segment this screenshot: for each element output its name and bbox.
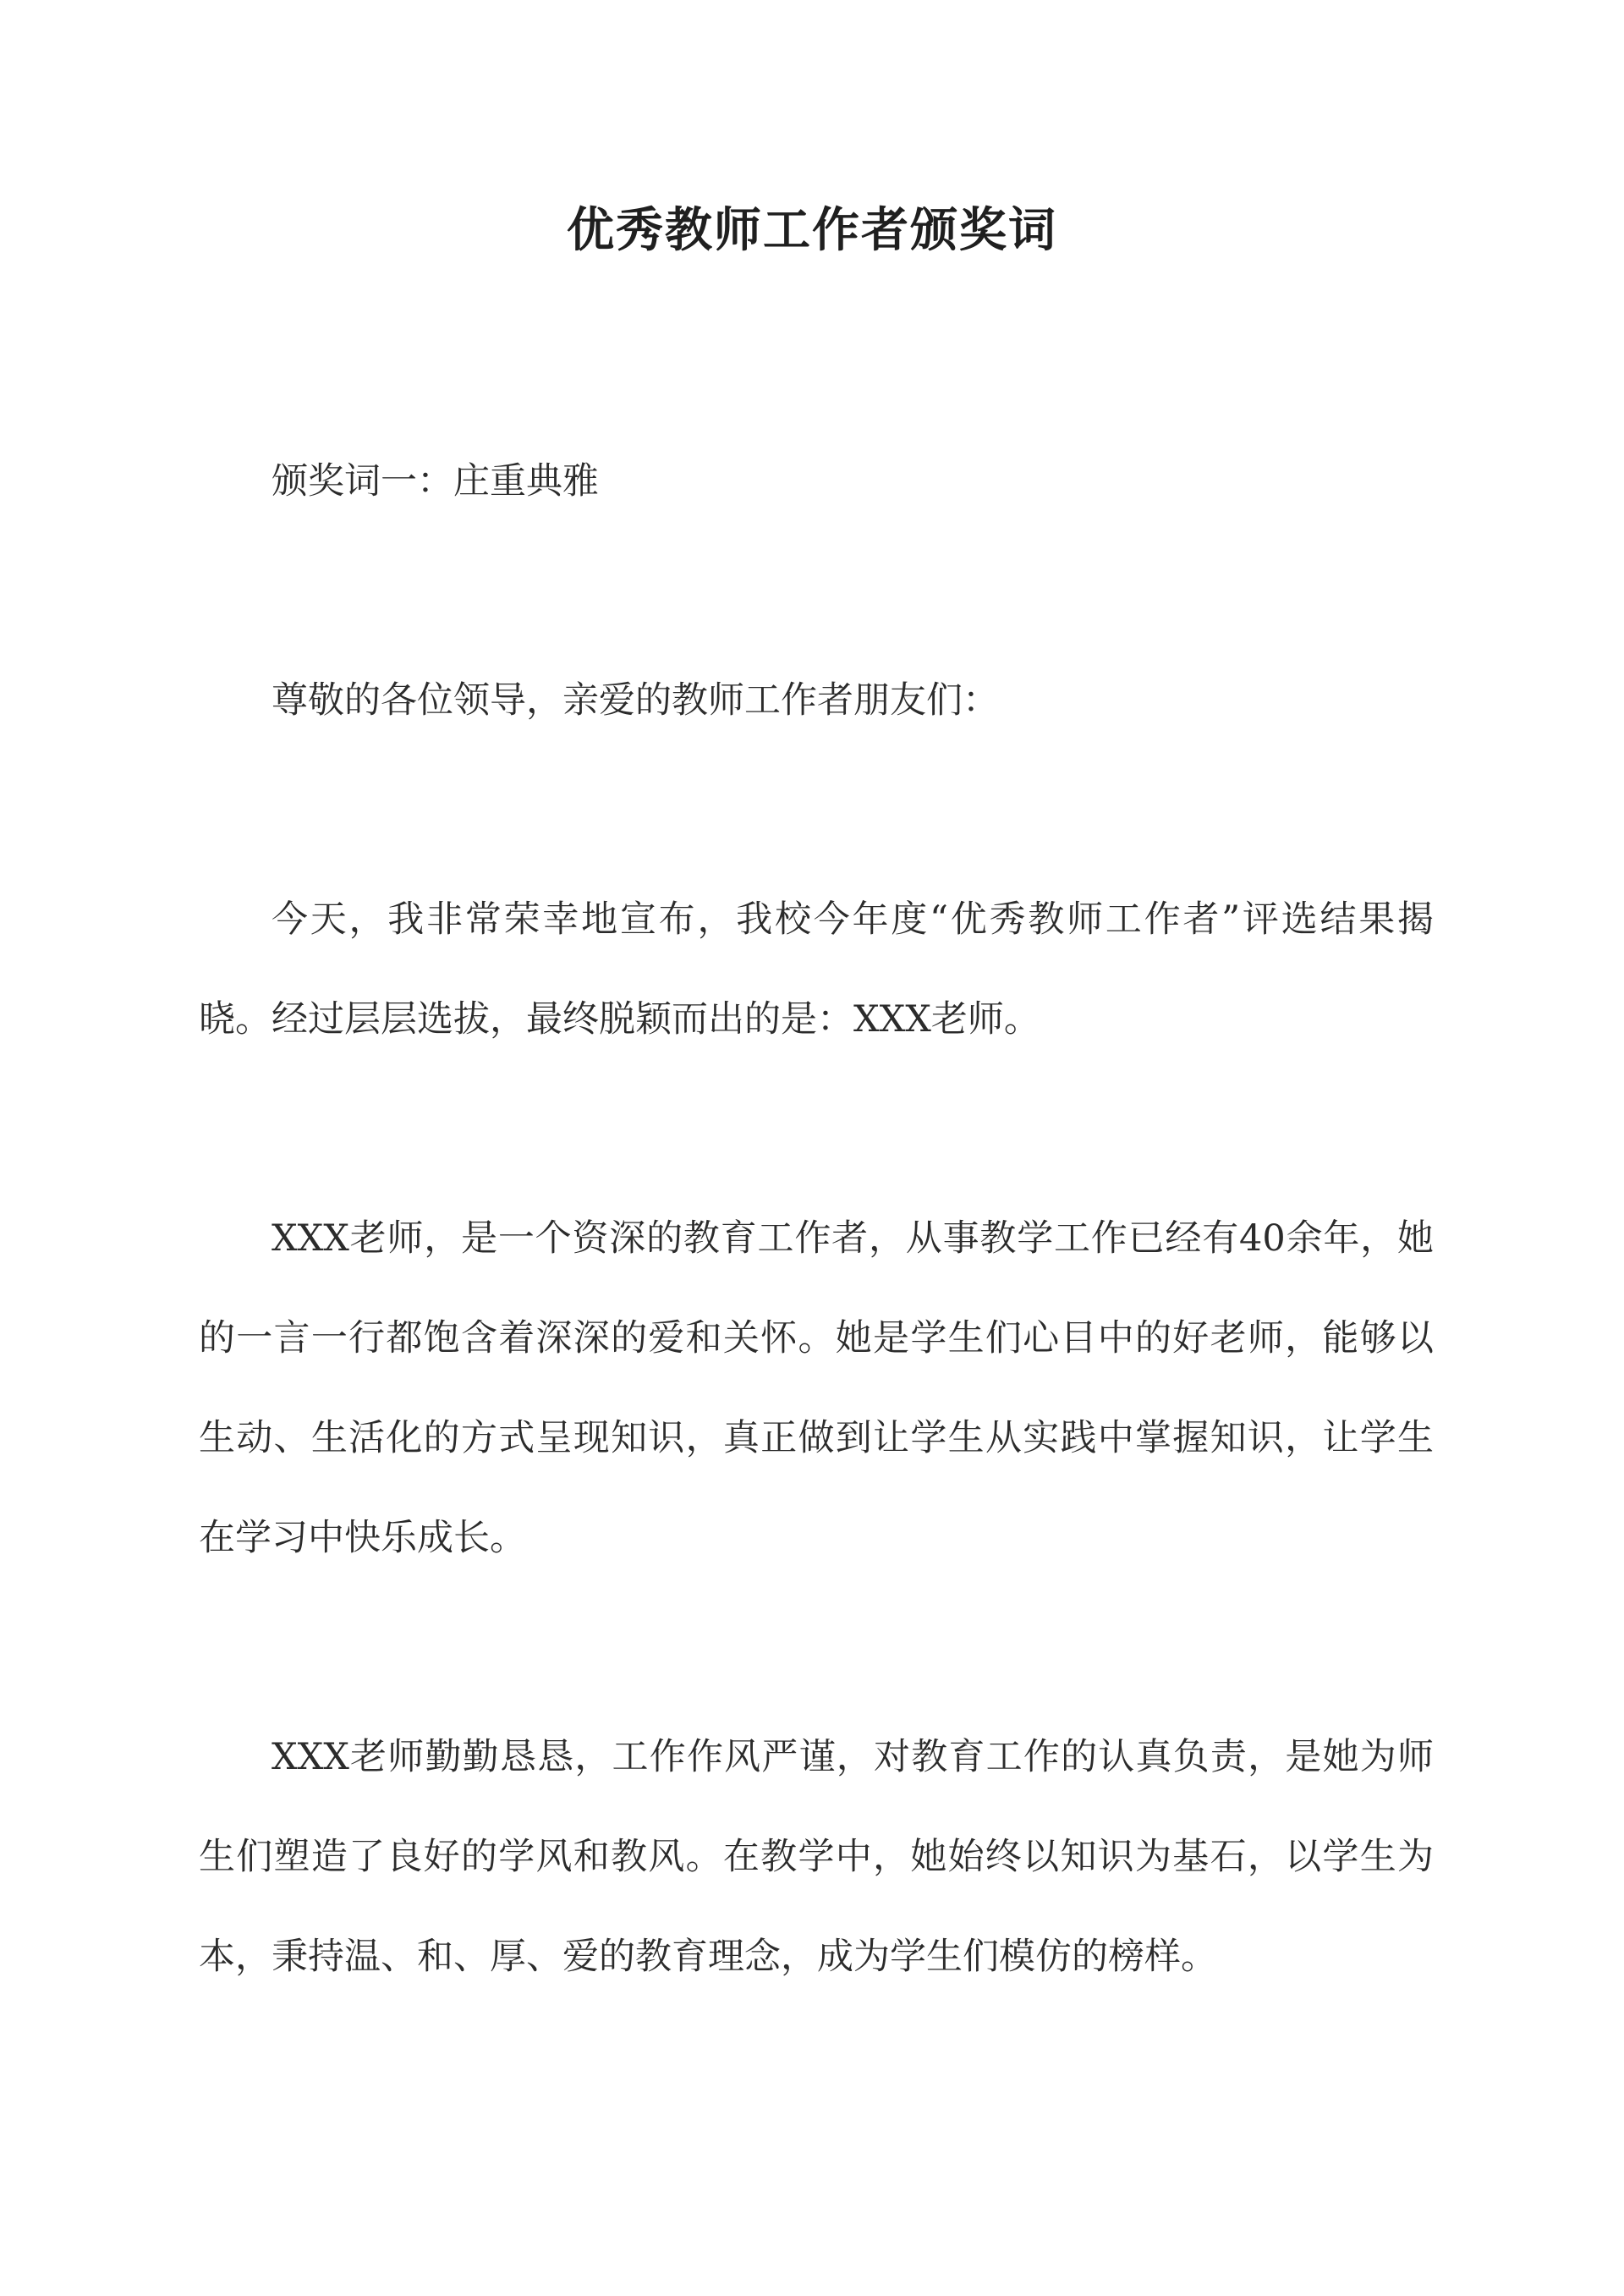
section-heading: 颁奖词一：庄重典雅 [272,460,599,503]
teacher-merit-paragraph: XXX老师勤勤恳恳，工作作风严谨，对教育工作的认真负责，是她为师生们塑造了良好的学风和教风。在教学中，她始终以知识为基石，以学生为本，秉持温、和、厚、爱的教育理念，成为学生们模仿的榜样。 [199,1736,1434,1978]
salutation-paragraph: 尊敬的各位领导，亲爱的教师工作者朋友们： [272,679,999,722]
teacher-profile-paragraph: XXX老师，是一个资深的教育工作者，从事教学工作已经有40余年，她的一言一行都饱含着深深的爱和关怀。她是学生们心目中的好老师，能够以生动、生活化的方式呈现知识，真正做到让学生从实践中掌握知识，让学生在学习中快乐成长。 [199,1217,1434,1559]
announcement-paragraph: 今天，我非常荣幸地宣布，我校今年度“优秀教师工作者”评选结果揭晓。经过层层选拔，最终脱颖而出的是：XXX老师。 [199,898,1434,1041]
document-title: 优秀教师工作者颁奖词 [567,202,1057,258]
document-body [199,431,1434,2007]
